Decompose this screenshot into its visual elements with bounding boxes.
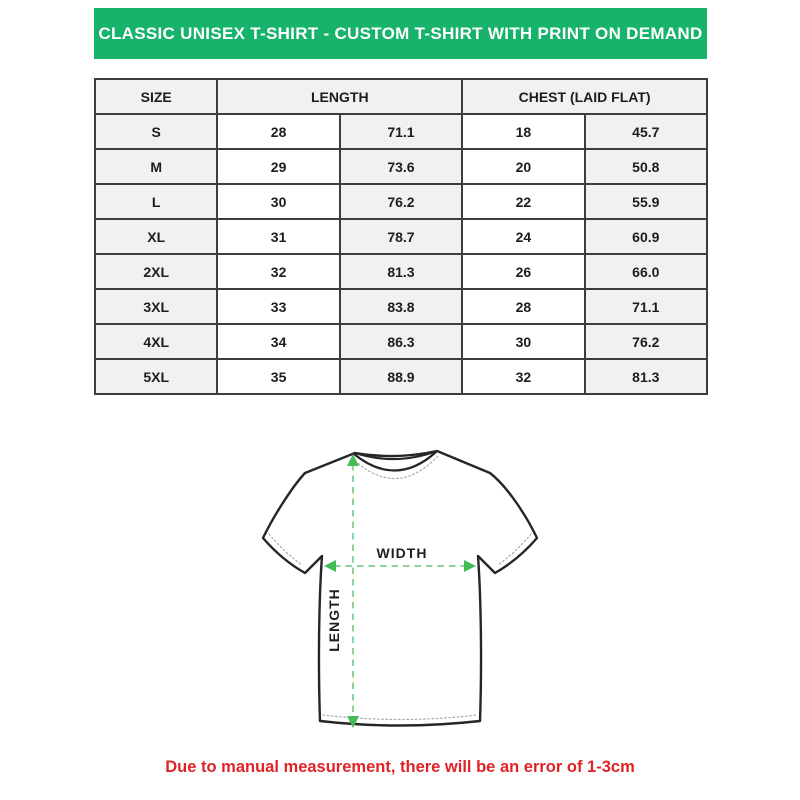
chest-in-cell: 22 <box>462 184 584 219</box>
length-in-cell: 34 <box>217 324 339 359</box>
chest-cm-cell: 50.8 <box>585 149 707 184</box>
table-row <box>95 149 707 184</box>
size-cell: 5XL <box>95 359 217 394</box>
column-header-chest: CHEST (LAID FLAT) <box>462 79 707 114</box>
tshirt-outline-icon <box>263 451 537 726</box>
size-cell: 3XL <box>95 289 217 324</box>
chest-cm-cell: 76.2 <box>585 324 707 359</box>
chest-cm-cell: 66.0 <box>585 254 707 289</box>
length-cm-cell: 78.7 <box>340 219 462 254</box>
table-row <box>95 219 707 254</box>
chest-in-cell: 30 <box>462 324 584 359</box>
column-header-size: SIZE <box>95 79 217 114</box>
chest-in-cell: 20 <box>462 149 584 184</box>
chest-cm-cell: 60.9 <box>585 219 707 254</box>
length-cm-cell: 83.8 <box>340 289 462 324</box>
table-row <box>95 289 707 324</box>
chest-cm-cell: 45.7 <box>585 114 707 149</box>
length-cm-cell: 81.3 <box>340 254 462 289</box>
length-in-cell: 32 <box>217 254 339 289</box>
length-cm-cell: 76.2 <box>340 184 462 219</box>
table-row <box>95 359 707 394</box>
tshirt-measurement-diagram <box>240 433 560 751</box>
length-in-cell: 33 <box>217 289 339 324</box>
chest-in-cell: 24 <box>462 219 584 254</box>
table-row <box>95 114 707 149</box>
length-cm-cell: 86.3 <box>340 324 462 359</box>
length-in-cell: 30 <box>217 184 339 219</box>
size-cell: M <box>95 149 217 184</box>
page-title: CLASSIC UNISEX T-SHIRT - CUSTOM T-SHIRT WITH PRINT ON DEMAND <box>98 23 703 43</box>
measurement-disclaimer: Due to manual measurement, there will be an error of 1-3cm <box>165 758 635 776</box>
table-row <box>95 324 707 359</box>
size-cell: 4XL <box>95 324 217 359</box>
size-cell: L <box>95 184 217 219</box>
size-cell: 2XL <box>95 254 217 289</box>
chest-cm-cell: 71.1 <box>585 289 707 324</box>
size-table-header <box>95 79 707 114</box>
chest-in-cell: 32 <box>462 359 584 394</box>
length-in-cell: 29 <box>217 149 339 184</box>
column-header-length: LENGTH <box>217 79 462 114</box>
title-banner <box>94 8 707 59</box>
size-table-body <box>95 114 707 394</box>
table-row <box>95 254 707 289</box>
chest-in-cell: 26 <box>462 254 584 289</box>
size-table <box>94 78 708 395</box>
table-row <box>95 184 707 219</box>
length-cm-cell: 88.9 <box>340 359 462 394</box>
chest-in-cell: 28 <box>462 289 584 324</box>
chest-in-cell: 18 <box>462 114 584 149</box>
length-label: LENGTH <box>326 588 342 652</box>
size-cell: XL <box>95 219 217 254</box>
length-in-cell: 28 <box>217 114 339 149</box>
size-cell: S <box>95 114 217 149</box>
length-in-cell: 35 <box>217 359 339 394</box>
length-cm-cell: 71.1 <box>340 114 462 149</box>
length-in-cell: 31 <box>217 219 339 254</box>
length-cm-cell: 73.6 <box>340 149 462 184</box>
chest-cm-cell: 81.3 <box>585 359 707 394</box>
chest-cm-cell: 55.9 <box>585 184 707 219</box>
width-label: WIDTH <box>376 545 428 561</box>
